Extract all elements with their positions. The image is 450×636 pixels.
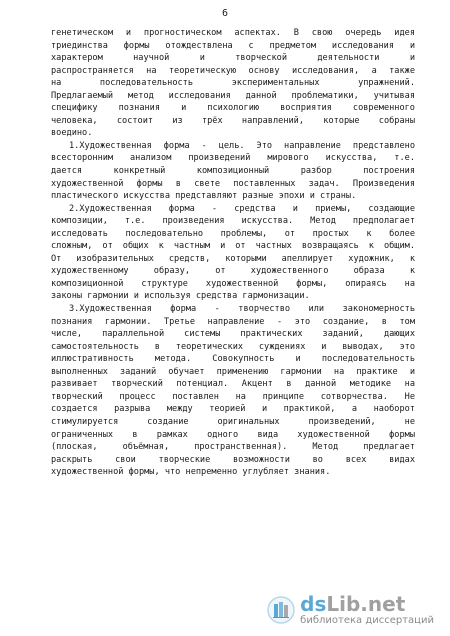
text-line: творческий процесс поставлен на принципе сотворчества. Не <box>51 391 415 402</box>
text-line: Предлагаемый метод исследования данной проблематики, учитывая <box>51 90 415 101</box>
text-line: исследовать последовательно проблемы, от простых к более <box>51 228 415 239</box>
text-line: художественному образу, от художественного образа к <box>51 266 415 277</box>
text-line: пластического искусства представляют разные эпохи и страны. <box>51 191 357 202</box>
text-line: 1.Художественная форма - цель. Это направление представлено <box>69 140 415 151</box>
text-line: распространяется на теоретическую основу исследования, а также <box>51 65 415 76</box>
text-line: (плоская, объёмная, пространственная). Метод предлагает <box>51 442 415 453</box>
text-line: художественной формы, что непременно углубляет знания. <box>51 467 331 478</box>
text-line: 3.Художественная форма - творчество или закономерность <box>69 304 415 315</box>
text-line: на последовательность экспериментальных упражнений. <box>51 78 415 89</box>
text-line: характером научной и творческой деятельности и <box>51 53 415 64</box>
text-line: выполненных заданий обучает применению гармонии на практике и <box>51 366 415 377</box>
text-line: стимулируется создание оригинальных произведений, не <box>51 416 415 427</box>
text-line: ограниченных в рамках одного вида художественной формы <box>51 429 415 440</box>
text-line: раскрыть свои творческие возможности во всех видах <box>51 454 415 465</box>
text-line: законы гармонии и используя средства гармонизации. <box>51 291 310 302</box>
watermark-brand <box>300 594 434 614</box>
text-line: иллюстративность метода. Совокупность и последовательность <box>51 354 415 365</box>
text-line: сложным, от общих к частным и от частных возвращаясь к общим. <box>51 241 415 252</box>
watermark-brand-lib: Lib.net <box>326 592 406 616</box>
text-line: композиции, т.е. произведения искусства. Метод предполагает <box>51 216 415 227</box>
text-line: всесторонним анализом произведений мирового искусства, т.е. <box>51 153 415 164</box>
text-line: числе, параллельной системы практических заданий, дающих <box>51 329 415 340</box>
text-line: дается конкретный композиционный разбор построения <box>51 166 415 177</box>
watermark-brand-ds: ds <box>300 592 327 616</box>
watermark <box>266 594 434 626</box>
watermark-tagline: библиотека диссертаций <box>300 615 434 626</box>
text-line: От изобразительных средств, которыми апеллирует художник, к <box>51 253 415 264</box>
text-line: 2.Художественная форма - средства и приемы, создающие <box>69 203 415 214</box>
text-line: воедино. <box>51 128 93 139</box>
text-line: специфику познания и психологию восприятия современного <box>51 103 415 114</box>
text-line: генетическом и прогностическом аспектах. В свою очередь идея <box>51 28 415 38</box>
text-line: человека, состоит из трёх направлений, которые собраны <box>51 115 415 126</box>
text-line: развивает творческий потенциал. Акцент в данной методике на <box>51 379 415 390</box>
text-line: самостоятельность в теоретических суждениях и выводах, это <box>51 341 415 352</box>
text-line: создается разрыва между теорией и практикой, а наоборот <box>51 404 415 415</box>
text-line: композиционной структуре художественной формы, опираясь на <box>51 278 415 289</box>
dslib-logo-icon <box>266 595 296 625</box>
page-number: 6 <box>221 8 229 19</box>
text-line: познания гармонии. Третье направление - это создание, в том <box>51 316 415 327</box>
text-line: триединства формы отождествлена с предметом исследования и <box>51 40 415 51</box>
body-text <box>51 27 415 479</box>
text-line: художественной формы в свете поставленных задач. Произведения <box>51 178 415 189</box>
